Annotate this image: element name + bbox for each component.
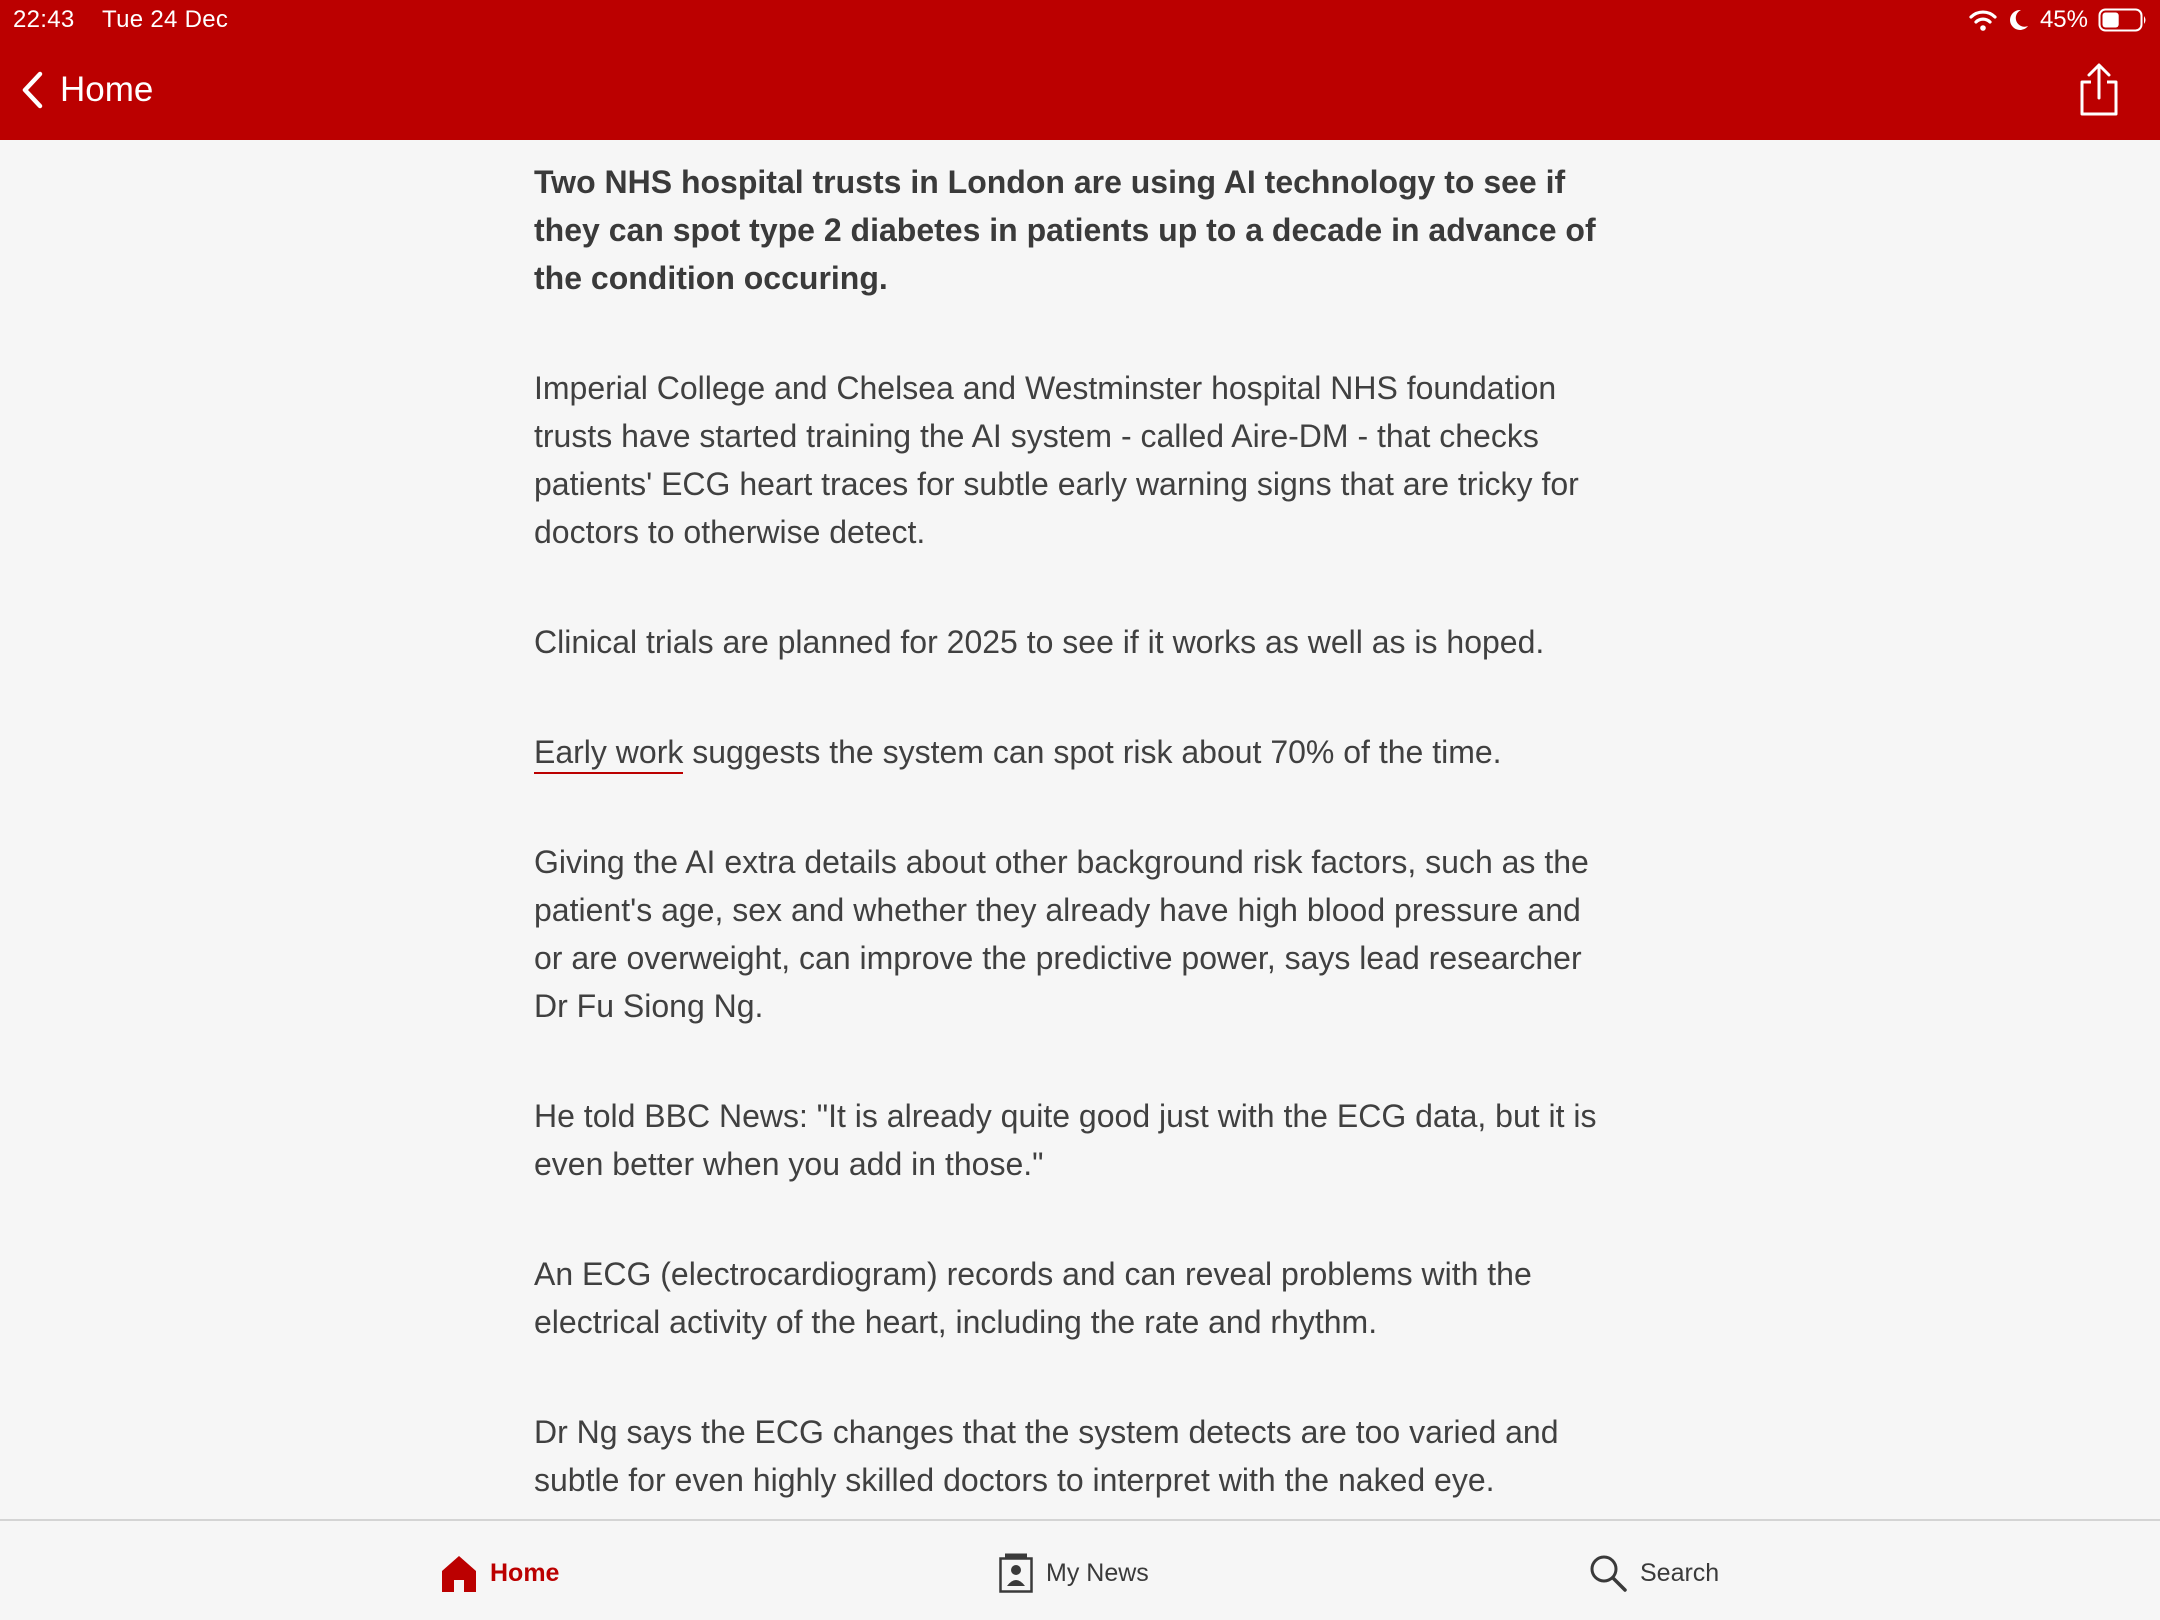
status-time: 22:43 — [13, 6, 75, 33]
status-indicators — [1968, 5, 2148, 35]
early-work-link[interactable]: Early work — [534, 734, 683, 774]
battery-percent: 45% — [2039, 6, 2088, 33]
wifi-icon — [1968, 8, 1998, 32]
article-scroll-area[interactable] — [0, 140, 2160, 1519]
tab-home-label: Home — [490, 1558, 560, 1587]
tab-my-news-label: My News — [1046, 1558, 1149, 1587]
my-news-icon — [998, 1552, 1034, 1594]
status-bar — [0, 0, 2160, 40]
article-paragraph: An ECG (electrocardiogram) records and can reveal problems with the electrical activity of the heart, including the rate and rhythm. — [534, 1256, 1532, 1340]
share-button[interactable] — [2074, 62, 2124, 118]
article-paragraph: Giving the AI extra details about other background risk factors, such as the patient's age, sex and whether they already have high blood pressure and or are overweight, can improve the predictive power, says lead researcher Dr Fu Siong Ng. — [534, 844, 1589, 1024]
article-paragraph: Clinical trials are planned for 2025 to see if it works as well as is hoped. — [534, 624, 1545, 660]
back-button[interactable] — [20, 66, 153, 114]
status-date: Tue 24 Dec — [102, 6, 229, 33]
tab-home[interactable] — [440, 1551, 559, 1595]
article-paragraph: Imperial College and Chelsea and Westminster hospital NHS foundation trusts have started training the AI system - called Aire-DM - that checks patients' ECG heart traces for subtle early warning signs that are tricky for doctors to otherwise detect. — [534, 370, 1579, 550]
article-paragraph — [534, 728, 1614, 776]
battery-icon — [2098, 7, 2148, 33]
nav-bar — [0, 40, 2160, 140]
article-paragraph: Dr Ng says the ECG changes that the system detects are too varied and subtle for even highly skilled doctors to interpret with the naked eye. — [534, 1414, 1559, 1498]
article-paragraph: He told BBC News: "It is already quite good just with the ECG data, but it is even better when you add in those." — [534, 1098, 1597, 1182]
chevron-left-icon — [20, 70, 44, 110]
tab-search[interactable] — [1588, 1551, 1719, 1595]
tab-bar — [0, 1519, 2160, 1620]
moon-icon — [2008, 8, 2030, 32]
search-icon — [1588, 1553, 1628, 1593]
tab-search-label: Search — [1640, 1558, 1720, 1587]
share-icon — [2074, 62, 2124, 118]
back-label: Home — [60, 70, 154, 109]
home-icon — [440, 1553, 478, 1593]
article-paragraph-text: suggests the system can spot risk about 70% of the time. — [683, 734, 1502, 770]
tab-my-news[interactable] — [998, 1551, 1149, 1595]
article-body — [534, 158, 1614, 1519]
article-lead: Two NHS hospital trusts in London are using AI technology to see if they can spot type 2 diabetes in patients up to a decade in advance of the condition occuring. — [534, 164, 1596, 296]
